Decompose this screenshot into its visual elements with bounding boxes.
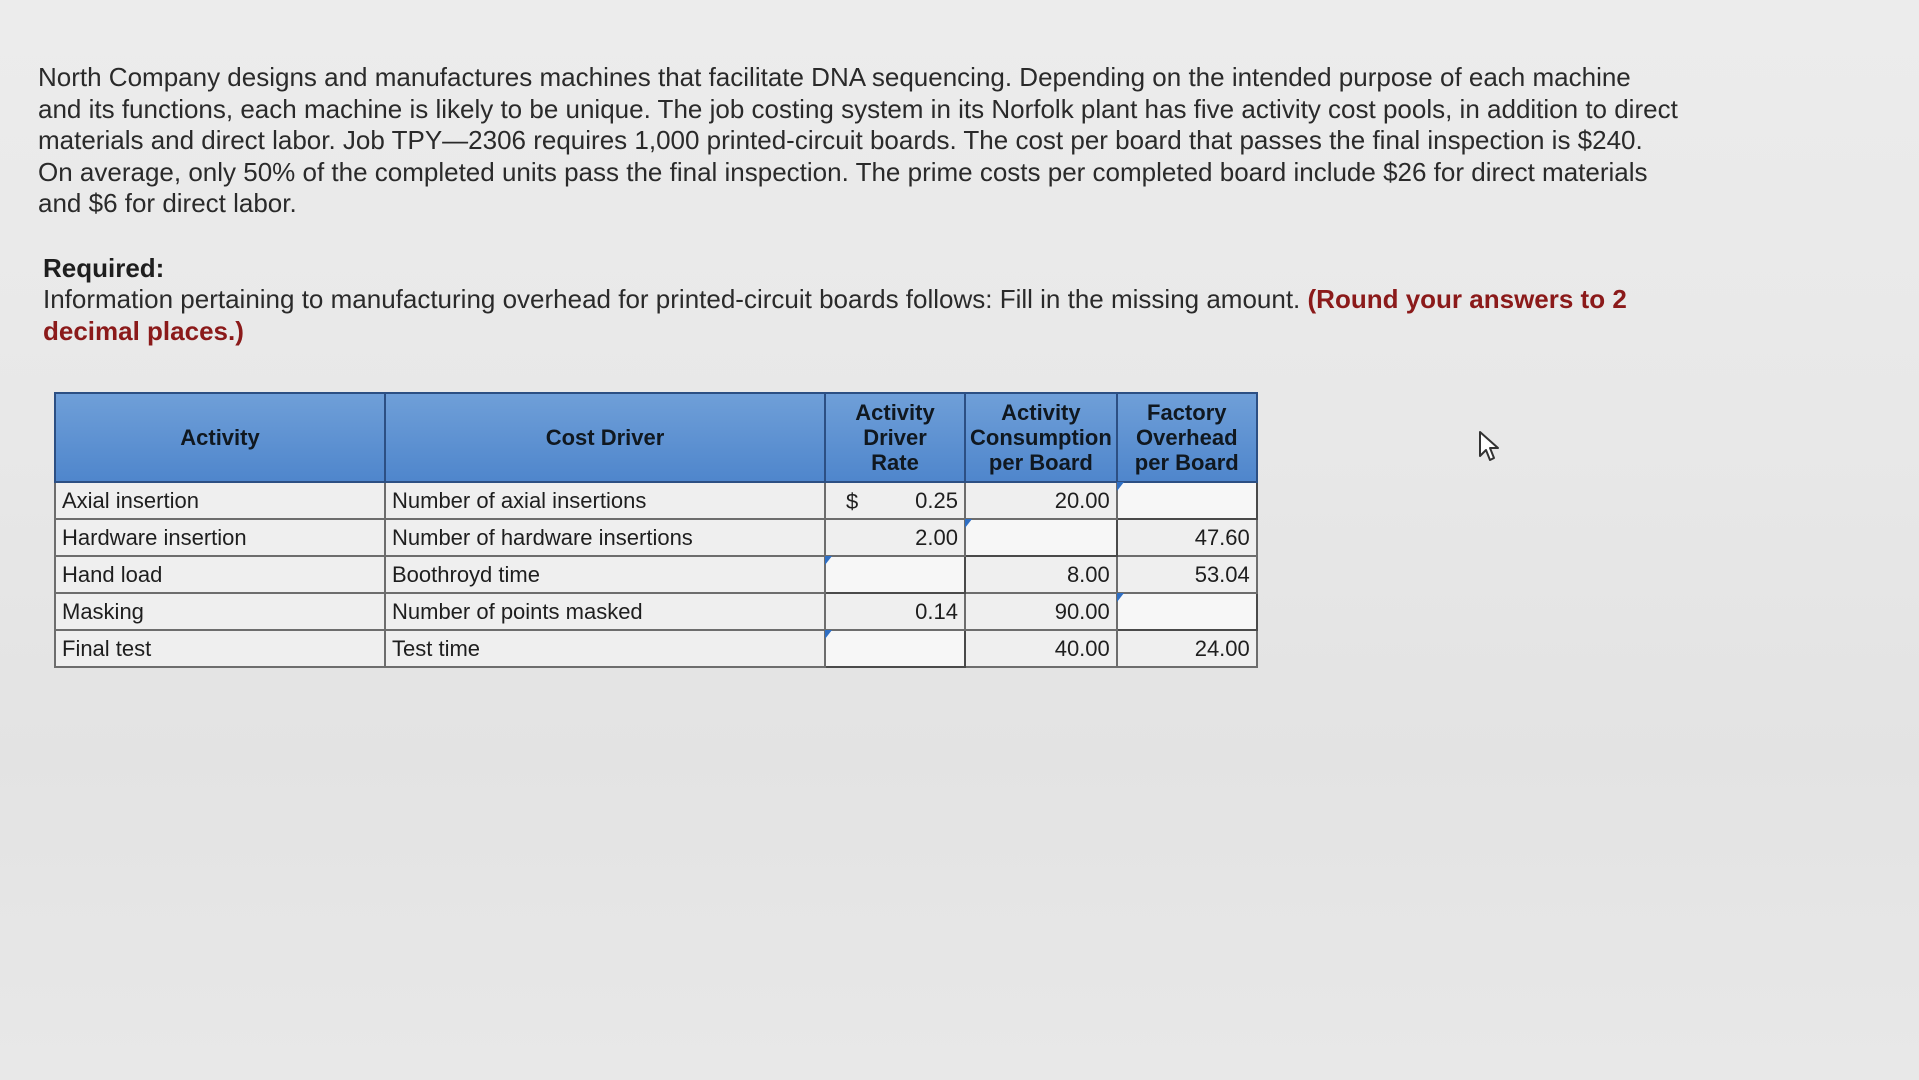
overhead-answer-box[interactable] <box>1117 593 1257 630</box>
required-label: Required: <box>43 253 165 283</box>
activity-cell: Final test <box>55 630 385 667</box>
overhead-cell: 53.04 <box>1117 556 1257 593</box>
input-marker-icon <box>825 556 832 565</box>
problem-statement: North Company designs and manufactures machines that facilitate DNA sequencing. Depending on the intended purpose of each machine and its functions, each machine is likely to be unique. The job costing system in its Norfolk plant has five activity cost pools, in addition to direct materials and direct labor. Job TPY—2306 requires 1,000 printed-circuit boards. The cost per board that passes the final inspection is $240. On average, only 50% of the completed units pass the final inspection. The prime costs per completed board include $26 for direct materials and $6 for direct labor. <box>38 62 1678 218</box>
consumption-answer-box[interactable] <box>965 519 1117 556</box>
rate-answer-box[interactable] <box>825 630 965 667</box>
rate-input-final-test[interactable] <box>832 636 958 662</box>
table-row <box>55 519 1257 556</box>
rate-cell <box>825 482 965 519</box>
header-row <box>55 393 1257 482</box>
input-marker-icon <box>965 519 972 528</box>
rate-input-hand-load[interactable] <box>832 562 958 588</box>
input-marker-icon <box>1117 482 1124 491</box>
overhead-input-axial[interactable] <box>1124 488 1250 514</box>
header-consumption <box>965 393 1117 482</box>
instructions <box>43 284 1683 347</box>
consumption-cell: 8.00 <box>965 556 1117 593</box>
overhead-input-masking[interactable] <box>1124 599 1250 625</box>
activity-cell: Hand load <box>55 556 385 593</box>
header-overhead <box>1117 393 1257 482</box>
activity-cell: Masking <box>55 593 385 630</box>
consumption-cell: 20.00 <box>965 482 1117 519</box>
header-rate-line1: Activity <box>855 400 935 425</box>
header-consumption-line3: per Board <box>988 450 1093 475</box>
overhead-cell: 24.00 <box>1117 630 1257 667</box>
overhead-table <box>54 392 1258 668</box>
rounding-emphasis: (Round your answers to 2 decimal places.) <box>43 284 1627 346</box>
consumption-cell: 90.00 <box>965 593 1117 630</box>
header-overhead-line3: per Board <box>1134 450 1239 475</box>
cost-driver-cell: Number of hardware insertions <box>385 519 825 556</box>
rate-answer-box[interactable] <box>825 556 965 593</box>
table-row <box>55 482 1257 519</box>
cost-driver-cell: Test time <box>385 630 825 667</box>
consumption-input-hardware[interactable] <box>972 525 1110 551</box>
header-consumption-line1: Activity <box>1001 400 1081 425</box>
overhead-cell: 47.60 <box>1117 519 1257 556</box>
consumption-cell: 40.00 <box>965 630 1117 667</box>
table-row <box>55 556 1257 593</box>
header-overhead-line1: Factory <box>1147 400 1227 425</box>
mouse-pointer-icon <box>1478 430 1504 464</box>
table-row <box>55 630 1257 667</box>
cost-driver-cell: Number of points masked <box>385 593 825 630</box>
rate-cell: 2.00 <box>825 519 965 556</box>
rate-cell: 0.14 <box>825 593 965 630</box>
cost-driver-cell: Number of axial insertions <box>385 482 825 519</box>
header-rate-line3: Rate <box>871 450 919 475</box>
cost-driver-cell: Boothroyd time <box>385 556 825 593</box>
header-overhead-line2: Overhead <box>1136 425 1238 450</box>
input-marker-icon <box>1117 593 1124 602</box>
activity-cell: Axial insertion <box>55 482 385 519</box>
rate-value: 0.25 <box>915 487 958 513</box>
header-rate <box>825 393 965 482</box>
header-rate-line2: Driver <box>863 425 927 450</box>
input-marker-icon <box>825 630 832 639</box>
dollar-sign: $ <box>846 489 859 514</box>
header-consumption-line2: Consumption <box>970 425 1112 450</box>
header-cost-driver: Cost Driver <box>385 393 825 482</box>
instruction-text: Information pertaining to manufacturing overhead for printed-circuit boards follows: Fill in the missing amount. <box>43 284 1301 314</box>
activity-cell: Hardware insertion <box>55 519 385 556</box>
header-activity: Activity <box>55 393 385 482</box>
table-row <box>55 593 1257 630</box>
overhead-answer-box[interactable] <box>1117 482 1257 519</box>
